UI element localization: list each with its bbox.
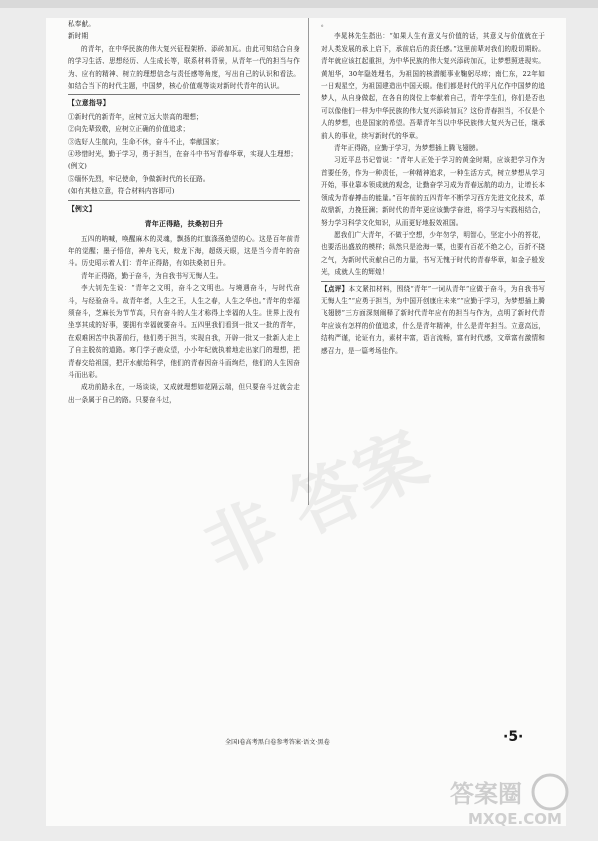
top-fragment: 新时期: [68, 32, 89, 41]
guide-item: ③选好人生航向，生命不休，奋斗不止，奉献国家；: [68, 137, 224, 146]
essay-paragraph: 青年正得路，勤于奋斗，为自我书写无悔人生。: [81, 271, 223, 280]
essay-paragraph: 愿我们广大青年，不做于空想，少年勿学，明智心，坚定小小的苔花，也要活出盛放的模样；纵然只是沧海一粟，也要有百花不绝之心，百折不挠之气，为新时代贡献自己的力量，书写无愧于时代的青春华章，如金子般发光，成就人生的辉煌！: [321, 230, 545, 277]
essay-paragraph: 成功前路永在，一场谈谈，又成就理想如花隔云端，但只要奋斗过就会走出一条属于自己的路。只要奋斗过，: [68, 383, 300, 404]
answer-page: [46, 18, 566, 826]
page-number: ·5·: [503, 729, 524, 745]
intro-paragraph: 的青年，在中华民族的伟大复兴征程架桥、添砖加瓦。由此可知结合自身的学习生活、思想经历、人生成长等，联系材料背景，从青年一代的担当与作为、应有的精神、树立的理想信念与责任感等角度，写出自己的认识和看法。如结合当下的时代主题，中国梦，核心价值观等谈对新时代青年的认识。: [68, 44, 300, 91]
example-heading: 【例文】: [68, 204, 96, 213]
footer-title: 全国Ⅰ卷高考黑白卷参考答案·语文·黑卷: [225, 739, 330, 746]
comment-paragraph: [321, 283, 545, 357]
guide-heading: 【立意指导】: [68, 99, 110, 108]
column-divider: [308, 18, 309, 505]
logo-text: 答案圈: [450, 780, 522, 808]
guide-section: [68, 94, 300, 197]
essay-paragraph: 李晁林先生指出：“如果人生有意义与价值的话，其意义与价值就在于对人类发展的承上启下，承前启后的责任感。”这里前辈对我们的殷切期盼。青年就应该扛起重担，为中华民族的伟大复兴添砖加瓦，让梦想照进现实。黄旭华，30年隐姓埋名，为祖国的核潜艇事业鞠躬尽瘁；南仁东，22年如一日观星空，为祖国建造出中国天眼。他们都是时代的平凡亿作中国梦的追梦人，从自身做起，在各自的岗位上奉献着自己，青年学生们，你们是否也可以像他们一样为中华民族的伟大复兴添砖加瓦？这份青春担当，不仅是个人的梦想，也是国家的希望。吾辈青年当以中华民族伟大复兴为己任，继承前人的事业，续写新时代的华章。: [321, 32, 545, 140]
diagonal-watermark: 非 答案: [191, 416, 440, 591]
comment-section: [321, 281, 545, 357]
logo-site-text: MXQE.COM: [468, 810, 562, 828]
top-fragment: 。: [321, 20, 328, 28]
site-logo-watermark: [430, 768, 580, 828]
essay-paragraph: 习近平总书记曾说：“青年人正处于学习的黄金时期，应该把学习作为首要任务，作为一种责任，一种精神追求，一种生活方式，树立梦想从学习开始，事业靠本领成就的观念，让勤奋学习成为青春远航的动力，让增长本领成为青春搏击的能量。”百年前的五四青年不断学习西方先进文化技术，革故鼎新，力挽狂澜；新时代的青年更应该勤学奋进，将学习与实践相结合，努力学习科学文化知识，从而更好地报效祖国。: [321, 156, 545, 227]
top-fragment: 私奉献。: [68, 20, 95, 28]
guide-item: ①新时代的新青年，应树立远大崇高的理想；: [68, 112, 203, 121]
scan-edge: [0, 0, 598, 8]
comment-label: 【点评】: [321, 284, 349, 293]
essay-paragraph: 李大钊先生说：“青年之文明，奋斗之文明也。与境遇奋斗，与时代奋斗，与经验奋斗。故青年者，人生之王，人生之春，人生之华也。”青年的幸福须奋斗，芝麻长为节节高，只有奋斗的人生才称得上幸福的人生。世界上没有坐享其成的好事，要拥有幸福就要奋斗。五四里我们看到一批又一批的青年，在艰难困苦中执著前行，他们勇于担当，实现自我，开辟一批又一批新人走上了自主脱贫的道路。寒门学子鹿众望，小小年纪就执着地走出家门的理想，把青春交给祖国，把汗水献给科学，他们的青春因奋斗而绚烂，他们的人生因奋斗而出彩。: [68, 284, 300, 379]
guide-item: ④珍惜时光，勤于学习，勇于担当，在奋斗中书写青春华章，实现人生理想；(例文): [68, 150, 298, 171]
guide-note: (如有其他立意，符合材料内容即可): [68, 187, 175, 196]
comment-text: 本文紧扣材料，围绕“青年”一词从青年“应做于奋斗，为自我书写无悔人生”“应勇于担当，为中国开创康庄未来”“应勤于学习，为梦想插上腾飞翅膀”三方面深刻阐释了新时代青年应有的担当与作为，点明了新时代青年应该有怎样的价值追求，什么是青年精神，什么是青年担当。立意高远，结构严谨，论证有力，素材丰富，语言流畅，富有时代感，文章富有激情和感召力，是一篇考场佳作。: [321, 284, 545, 355]
example-section: [68, 200, 300, 407]
guide-item: ②向先辈致敬，应树立正确的价值追求；: [68, 125, 190, 134]
essay-paragraph: 五四的呐喊，唤醒麻木的灵魂，飘扬的红旗涤荡绝望的心。这是百年前青年的觉醒；墨子悟信，神舟飞天，蛟龙下海，超级天眼，这是当今青年的奋斗。历史昭示着人们：青年正得路，有如扶桑初日升。: [68, 234, 300, 268]
essay-title: 青年正得路，扶桑初日升: [144, 220, 224, 229]
guide-item: ⑤缅怀先烈，牢记使命，争做新时代的长征路。: [68, 174, 210, 183]
essay-paragraph: 青年正得路，应勤于学习，为梦想插上腾飞翅膀。: [334, 144, 483, 153]
left-column: [68, 18, 300, 406]
right-column: [321, 18, 545, 357]
